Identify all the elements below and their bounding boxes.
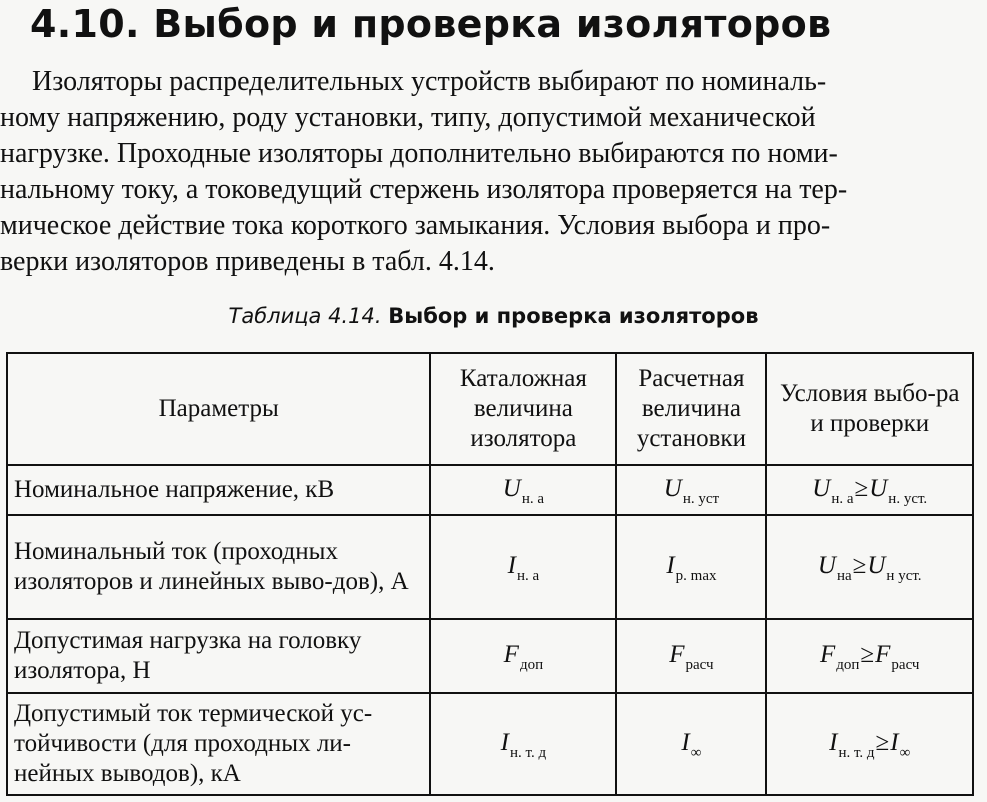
condition-formula: $U_{на}\ge U_{н уст.}$: [766, 515, 973, 619]
catalog-symbol: $F_{доп}$: [430, 619, 616, 693]
calculated-symbol: $U_{н. уст}$: [616, 465, 766, 515]
paragraph-line: мическое действие тока короткого замыкания. Условия выбора и про-: [0, 210, 831, 241]
insulator-selection-table: [6, 352, 974, 796]
header-conditions: Условия выбо-ра и проверки: [766, 353, 973, 465]
paragraph-line: нальному току, а токоведущий стержень изолятора проверяется на тер-: [0, 174, 848, 205]
row-parameter: Номинальное напряжение, кВ: [7, 465, 430, 515]
condition-formula: $U_{н. а}\ge U_{н. уст.}$: [766, 465, 973, 515]
calculated-symbol: $I_{р. max}$: [616, 515, 766, 619]
row-parameter: Допустимый ток термической ус-тойчивости (для проходных ли-нейных выводов), кА: [7, 693, 430, 795]
condition-formula: $I_{н. т. д}\ge I_\infty$: [766, 693, 973, 795]
table-header-row: [7, 353, 973, 465]
header-parameters: Параметры: [7, 353, 430, 465]
paragraph-line: ному напряжению, роду установки, типу, допустимой механической: [0, 102, 816, 133]
paragraph-line: Изоляторы распределительных устройств выбирают по номиналь-: [32, 66, 827, 97]
table-caption-label: Таблица 4.14.: [228, 304, 382, 328]
catalog-symbol: $U_{н. а}$: [430, 465, 616, 515]
header-calculated-value: Расчетная величина установки: [616, 353, 766, 465]
row-parameter: Номинальный ток (проходных изоляторов и линейных выво-дов), А: [7, 515, 430, 619]
catalog-symbol: $I_{н. а}$: [430, 515, 616, 619]
row-parameter: Допустимая нагрузка на головку изолятора, Н: [7, 619, 430, 693]
calculated-symbol: $I_\infty$: [616, 693, 766, 795]
table-row: [7, 465, 973, 515]
table-row: [7, 693, 973, 795]
paragraph-line: нагрузке. Проходные изоляторы дополнительно выбираются по номи-: [0, 138, 838, 169]
table-caption-title: Выбор и проверка изоляторов: [388, 304, 759, 328]
intro-paragraph: [0, 64, 975, 280]
condition-formula: $F_{доп}\ge F_{расч}$: [766, 619, 973, 693]
section-heading: 4.10. Выбор и проверка изоляторов: [30, 2, 832, 46]
table-caption: [0, 304, 987, 328]
table-row: [7, 515, 973, 619]
table-row: [7, 619, 973, 693]
header-catalog-value: Каталожная величина изолятора: [430, 353, 616, 465]
calculated-symbol: $F_{расч}$: [616, 619, 766, 693]
paragraph-line: верки изоляторов приведены в табл. 4.14.: [0, 246, 495, 277]
catalog-symbol: $I_{н. т. д}$: [430, 693, 616, 795]
